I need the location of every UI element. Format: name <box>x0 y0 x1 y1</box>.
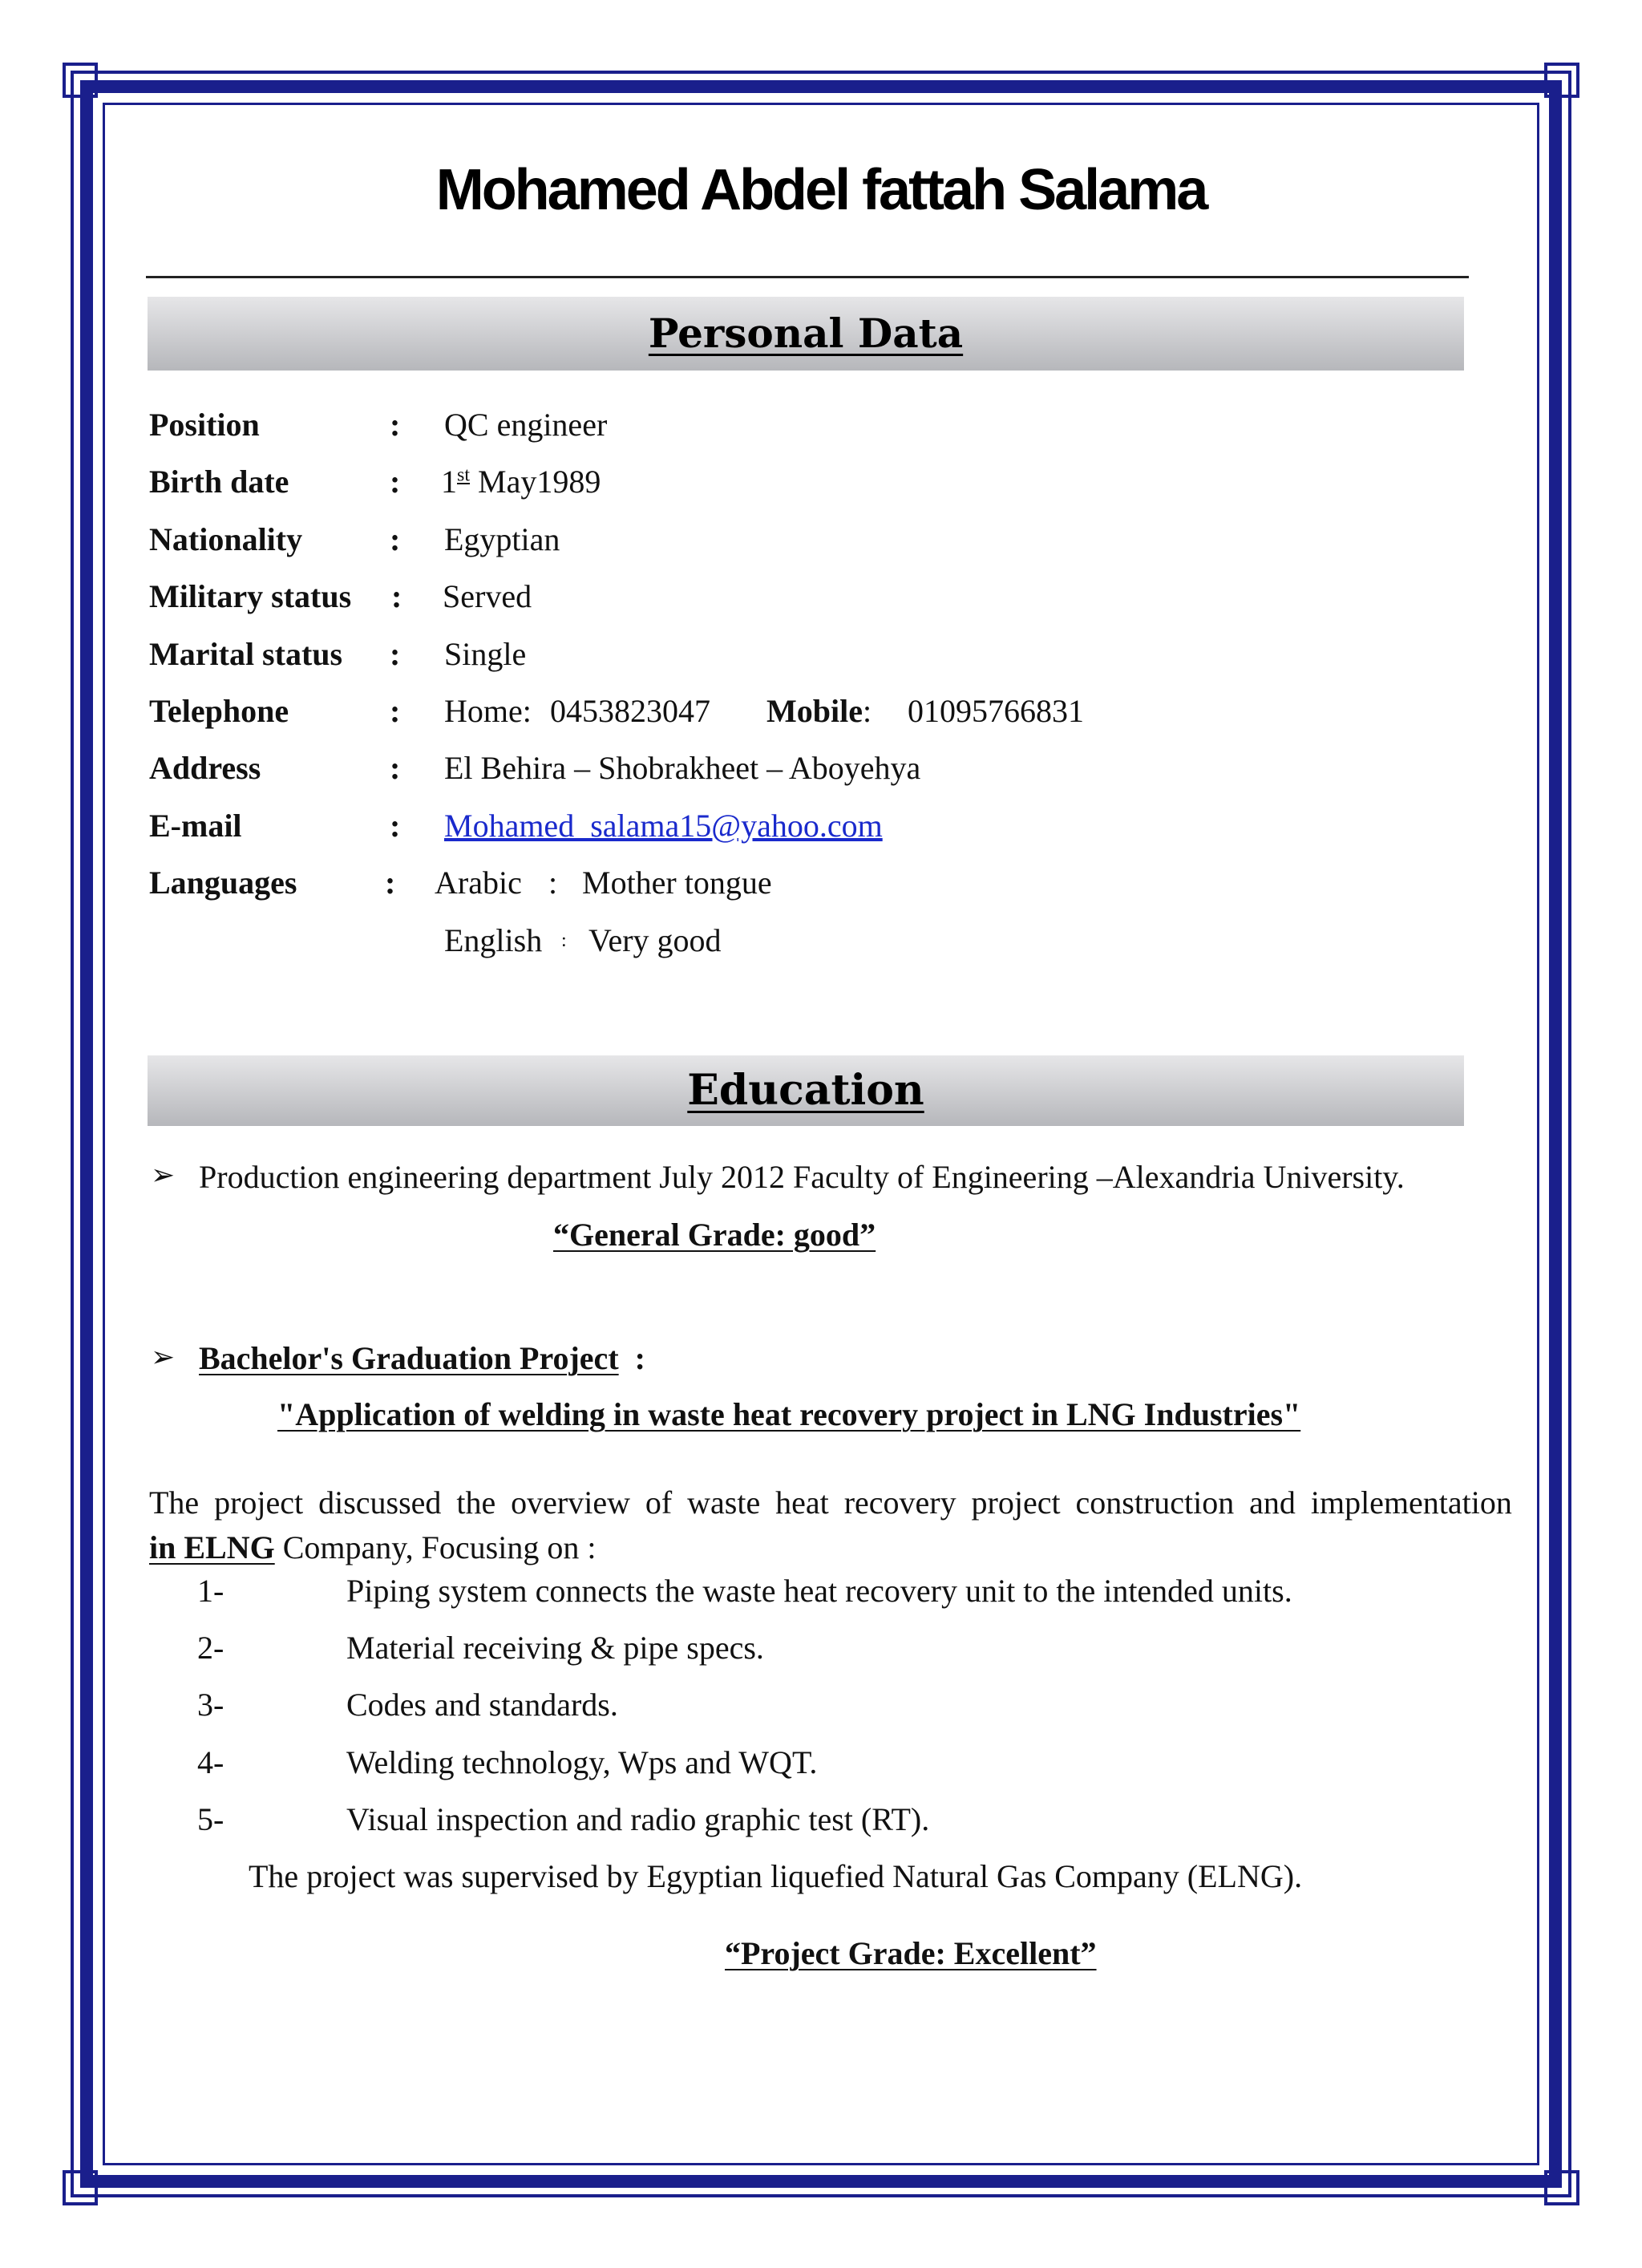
border-corner-ornament <box>63 2170 98 2205</box>
education-degree: Production engineering department July 2012 Faculty of Engineering –Alexandria University. <box>199 1159 1405 1195</box>
supervision-note: The project was supervised by Egyptian liquefied Natural Gas Company (ELNG). <box>249 1858 1303 1894</box>
field-value: Single <box>444 636 527 672</box>
mobile-phone: 01095766831 <box>908 693 1084 729</box>
field-value: El Behira – Shobrakheet – Aboyehya <box>444 750 921 786</box>
field-label: Position <box>149 407 260 443</box>
border-corner-ornament <box>1544 63 1579 98</box>
list-number: 5- <box>197 1801 224 1837</box>
field-colon: : <box>390 407 401 443</box>
description-word: overview <box>511 1484 630 1521</box>
field-colon: : <box>391 578 402 614</box>
list-number: 3- <box>197 1687 224 1723</box>
project-title: "Application of welding in waste heat recovery project in LNG Industries" <box>277 1396 1301 1432</box>
section-header-personal: Personal Data <box>148 297 1464 371</box>
language-colon: : <box>561 930 567 951</box>
email-link[interactable]: Mohamed_salama15@yahoo.com <box>444 808 883 844</box>
list-number: 2- <box>197 1630 224 1666</box>
description-word: waste <box>687 1484 761 1521</box>
cv-name: Mohamed Abdel fattah Salama <box>435 158 1207 222</box>
header-divider <box>146 276 1469 278</box>
field-colon: : <box>385 865 396 901</box>
general-grade: “General Grade: good” <box>553 1217 876 1253</box>
language-name: English <box>444 922 543 958</box>
description-line <box>149 1480 1512 1525</box>
field-label: Address <box>149 750 261 786</box>
field-label: Marital status <box>149 636 343 672</box>
description-word: project <box>971 1484 1061 1521</box>
arrow-bullet-icon: ➢ <box>151 1341 176 1373</box>
language-name: Arabic <box>435 865 522 901</box>
project-description <box>149 1480 1512 1570</box>
description-rest: Company, Focusing on : <box>274 1529 597 1565</box>
birth-day: 1 <box>441 464 457 500</box>
description-word: recovery <box>843 1484 956 1521</box>
project-label: Bachelor's Graduation Project <box>199 1340 619 1376</box>
birth-day-suffix: st <box>457 464 471 486</box>
field-colon: : <box>390 693 401 729</box>
description-word: heat <box>775 1484 829 1521</box>
list-item: Codes and standards. <box>346 1687 618 1723</box>
description-emphasis: in ELNG <box>149 1529 275 1565</box>
description-word: of <box>645 1484 673 1521</box>
field-label: Birth date <box>149 464 289 500</box>
border-corner-ornament <box>1544 2170 1579 2205</box>
language-level: Very good <box>588 922 722 958</box>
list-item: Welding technology, Wps and WQT. <box>346 1744 818 1780</box>
field-value: Egyptian <box>444 521 560 557</box>
project-grade: “Project Grade: Excellent” <box>725 1935 1097 1971</box>
description-word: The <box>149 1484 200 1521</box>
language-colon: : <box>548 865 558 901</box>
field-colon: : <box>390 636 401 672</box>
description-word: the <box>456 1484 496 1521</box>
description-word: implementation <box>1310 1484 1512 1521</box>
description-line <box>149 1525 1512 1570</box>
list-item: Visual inspection and radio graphic test (RT). <box>346 1801 930 1837</box>
home-phone: 0453823047 <box>550 693 710 729</box>
field-label: E-mail <box>149 808 242 844</box>
field-label: Military status <box>149 578 352 614</box>
language-level: Mother tongue <box>582 865 772 901</box>
field-value: Served <box>443 578 532 614</box>
field-colon: : <box>390 808 401 844</box>
field-label: Languages <box>149 865 297 901</box>
list-number: 1- <box>197 1573 224 1609</box>
description-word: construction <box>1075 1484 1235 1521</box>
birth-month-year: May1989 <box>470 464 601 500</box>
list-item: Material receiving & pipe specs. <box>346 1630 764 1666</box>
field-colon: : <box>390 464 401 500</box>
arrow-bullet-icon: ➢ <box>151 1159 176 1191</box>
project-heading: Bachelor's Graduation Project : <box>199 1340 645 1376</box>
email-link-wrap <box>444 802 883 850</box>
home-label: Home: <box>444 693 532 729</box>
field-colon: : <box>390 750 401 786</box>
field-colon: : <box>390 521 401 557</box>
field-value: QC engineer <box>444 407 608 443</box>
mobile-label: Mobile: <box>766 693 872 729</box>
field-value <box>441 458 601 506</box>
field-label: Telephone <box>149 693 289 729</box>
section-header-education: Education <box>148 1055 1464 1126</box>
list-number: 4- <box>197 1744 224 1780</box>
description-word: discussed <box>318 1484 442 1521</box>
field-label: Nationality <box>149 521 303 557</box>
border-corner-ornament <box>63 63 98 98</box>
list-item: Piping system connects the waste heat recovery unit to the intended units. <box>346 1573 1292 1609</box>
description-word: project <box>214 1484 304 1521</box>
description-word: and <box>1249 1484 1296 1521</box>
